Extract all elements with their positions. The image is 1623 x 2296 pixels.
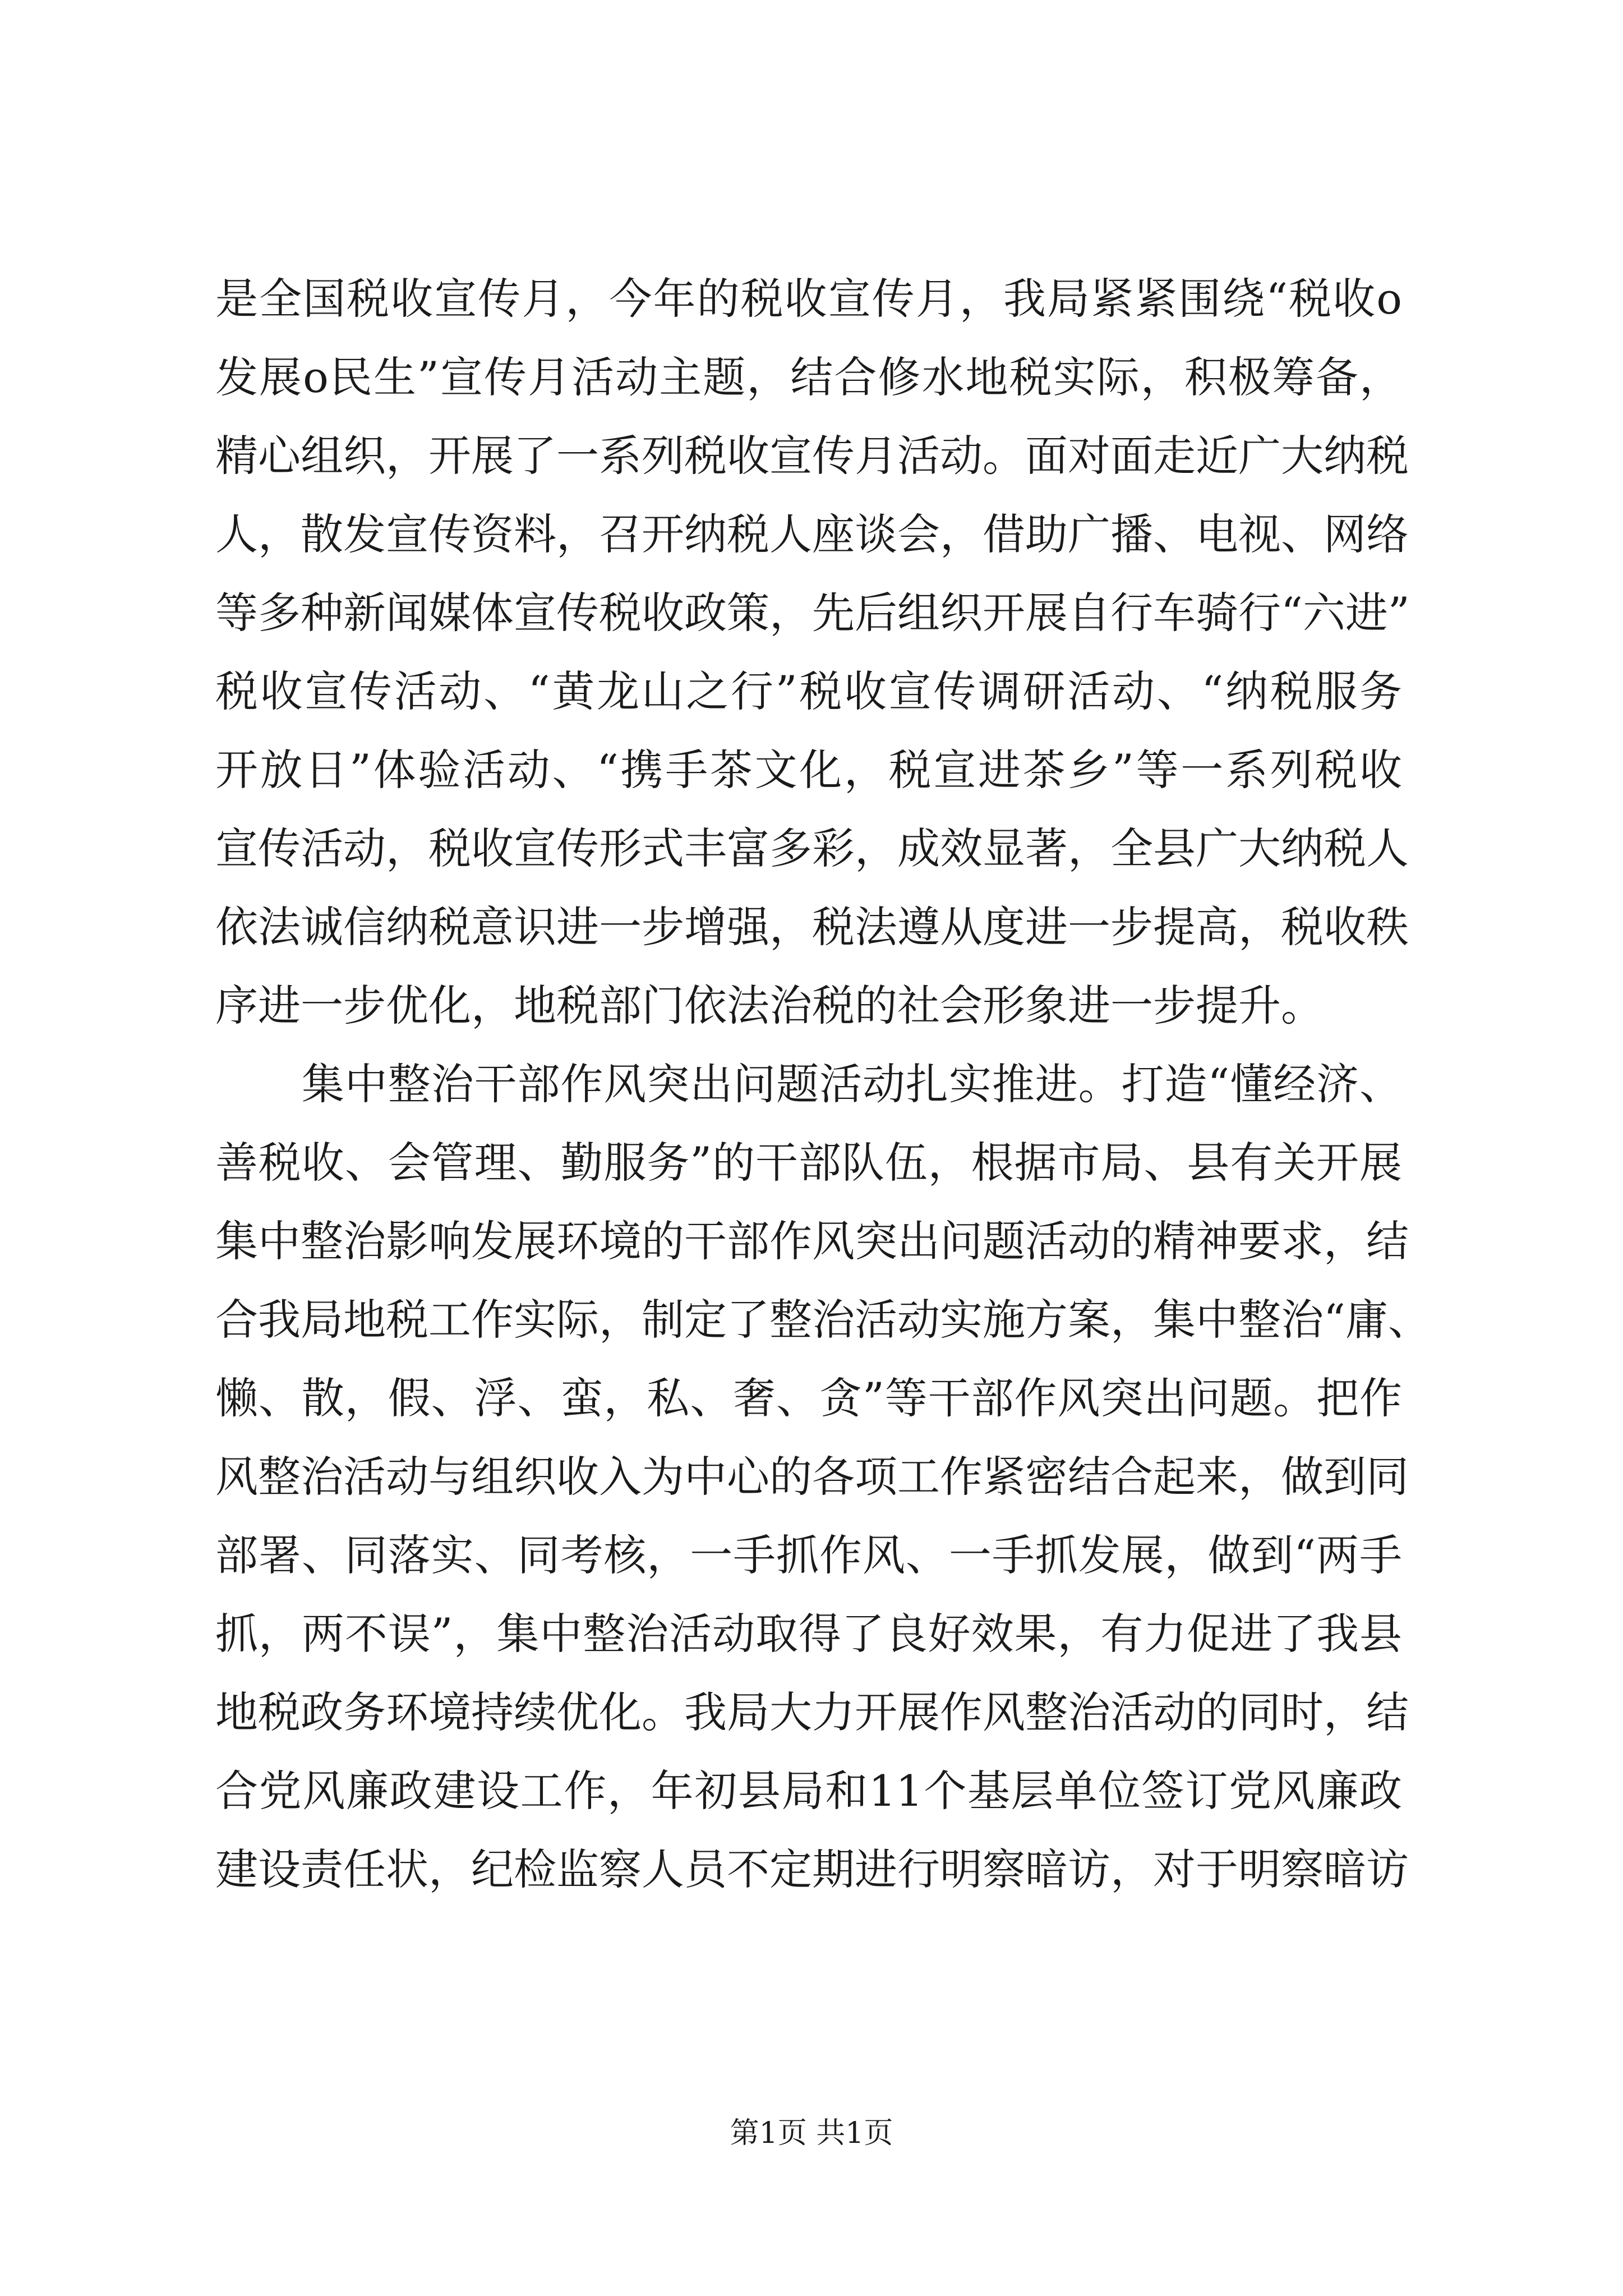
text-line: 地税政务环境持续优化。我局大力开展作风整治活动的同时，结	[215, 1687, 1409, 1737]
text-line: 善税收、会管理、勤服务”的干部队伍，根据市局、县有关开展	[215, 1138, 1402, 1188]
text-line: 依法诚信纳税意识进一步增强，税法遵从度进一步提高，税收秩	[215, 902, 1409, 952]
text-line: 风整治活动与组织收入为中心的各项工作紧密结合起来，做到同	[215, 1452, 1409, 1502]
text-line: 人，散发宣传资料，召开纳税人座谈会，借助广播、电视、网络	[215, 509, 1409, 559]
text-line: 精心组织，开展了一系列税收宣传月活动。面对面走近广大纳税	[215, 431, 1409, 481]
text-line: 是全国税收宣传月，今年的税收宣传月，我局紧紧围绕“税收ο	[215, 274, 1402, 324]
text-line: 开放日”体验活动、“携手茶文化，税宣进茶乡”等一系列税收	[215, 745, 1402, 795]
text-line: 税收宣传活动、“黄龙山之行”税收宣传调研活动、“纳税服务	[215, 666, 1402, 716]
text-line: 宣传活动，税收宣传形式丰富多彩，成效显著，全县广大纳税人	[215, 823, 1409, 873]
text-line: 懒、散，假、浮、蛮，私、奢、贪”等干部作风突出问题。把作	[215, 1373, 1402, 1423]
text-line: 等多种新闻媒体宣传税收政策，先后组织开展自行车骑行“六进”	[215, 588, 1410, 638]
text-line: 部署、同落实、同考核，一手抓作风、一手抓发展，做到“两手	[215, 1530, 1402, 1580]
page-footer: 第1页 共1页	[730, 2116, 893, 2150]
text-line: 集中整治影响发展环境的干部作风突出问题活动的精神要求，结	[215, 1216, 1409, 1266]
text-line: 合党风廉政建设工作，年初县局和11个基层单位签订党风廉政	[215, 1766, 1402, 1816]
text-line: 发展ο民生”宣传月活动主题，结合修水地税实际，积极筹备，	[215, 352, 1402, 402]
text-line: 集中整治干部作风突出问题活动扎实推进。打造“懂经济、	[215, 1059, 1402, 1109]
text-line: 建设责任状，纪检监察人员不定期进行明察暗访，对于明察暗访	[215, 1844, 1409, 1894]
text-line: 合我局地税工作实际，制定了整治活动实施方案，集中整治“庸、	[215, 1295, 1431, 1345]
text-line: 抓，两不误”，集中整治活动取得了良好效果，有力促进了我县	[215, 1609, 1402, 1659]
text-line: 序进一步优化，地税部门依法治税的社会形象进一步提升。	[215, 981, 1324, 1030]
